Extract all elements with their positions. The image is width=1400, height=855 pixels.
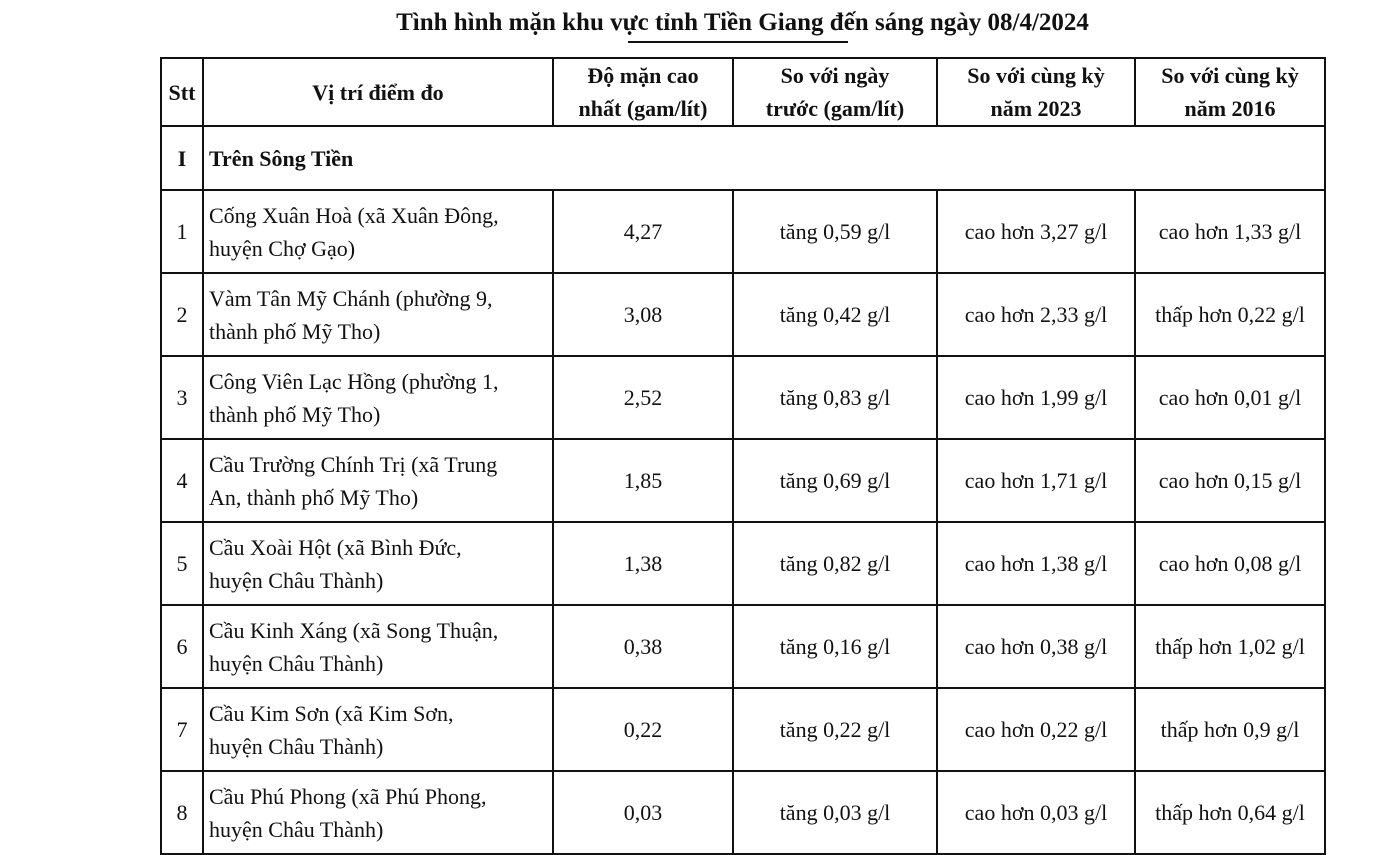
row-vs-prev-day: tăng 0,22 g/l xyxy=(733,688,937,771)
table-row xyxy=(161,439,1325,522)
header-vs-2016 xyxy=(1135,58,1325,126)
row-vs-2016: cao hơn 1,33 g/l xyxy=(1135,190,1325,273)
header-max-salinity-line-2: nhất (gam/lít) xyxy=(578,96,708,121)
row-stt: 4 xyxy=(161,439,203,522)
row-stt: 6 xyxy=(161,605,203,688)
row-location-line: thành phố Mỹ Tho) xyxy=(209,401,381,427)
header-vs-2023-line-2: năm 2023 xyxy=(990,96,1082,121)
table-row xyxy=(161,688,1325,771)
table-row xyxy=(161,190,1325,273)
row-location xyxy=(203,190,553,273)
row-location-line: Cống Xuân Hoà (xã Xuân Đông, xyxy=(209,202,499,228)
row-location-line: huyện Châu Thành) xyxy=(209,650,384,676)
row-vs-2023: cao hơn 0,03 g/l xyxy=(937,771,1135,854)
header-vs-2023 xyxy=(937,58,1135,126)
row-location-line: Cầu Xoài Hột (xã Bình Đức, xyxy=(209,534,462,560)
row-location xyxy=(203,605,553,688)
table-row xyxy=(161,605,1325,688)
row-vs-2023: cao hơn 3,27 g/l xyxy=(937,190,1135,273)
header-vs-2023-line-1: So với cùng kỳ xyxy=(967,63,1105,88)
row-vs-2023: cao hơn 1,38 g/l xyxy=(937,522,1135,605)
row-vs-2016: cao hơn 0,15 g/l xyxy=(1135,439,1325,522)
row-vs-2016: cao hơn 0,08 g/l xyxy=(1135,522,1325,605)
row-vs-2016: thấp hơn 1,02 g/l xyxy=(1135,605,1325,688)
header-location: Vị trí điểm đo xyxy=(203,58,553,126)
row-vs-2016: cao hơn 0,01 g/l xyxy=(1135,356,1325,439)
row-vs-2023: cao hơn 2,33 g/l xyxy=(937,273,1135,356)
row-vs-prev-day: tăng 0,42 g/l xyxy=(733,273,937,356)
title-underline xyxy=(628,41,848,43)
row-location-line: huyện Châu Thành) xyxy=(209,567,384,593)
row-location xyxy=(203,439,553,522)
salinity-table xyxy=(160,57,1326,855)
table-title: Tình hình mặn khu vực tỉnh Tiền Giang đến sáng ngày 08/4/2024 xyxy=(396,9,1089,36)
row-location-line: Vàm Tân Mỹ Chánh (phường 9, xyxy=(209,285,493,311)
row-location xyxy=(203,771,553,854)
row-vs-2016: thấp hơn 0,9 g/l xyxy=(1135,688,1325,771)
row-stt: 5 xyxy=(161,522,203,605)
row-stt: 8 xyxy=(161,771,203,854)
row-stt: 2 xyxy=(161,273,203,356)
row-location xyxy=(203,273,553,356)
row-location-line: Cầu Phú Phong (xã Phú Phong, xyxy=(209,783,487,809)
row-location-line: An, thành phố Mỹ Tho) xyxy=(209,484,419,510)
row-max-salinity: 0,22 xyxy=(553,688,733,771)
row-max-salinity: 4,27 xyxy=(553,190,733,273)
row-vs-prev-day: tăng 0,16 g/l xyxy=(733,605,937,688)
row-location xyxy=(203,688,553,771)
row-location-line: Cầu Trường Chính Trị (xã Trung xyxy=(209,451,498,477)
row-stt: 7 xyxy=(161,688,203,771)
table-row xyxy=(161,273,1325,356)
header-stt: Stt xyxy=(161,58,203,126)
header-vs-prev-day-line-1: So với ngày xyxy=(780,63,890,88)
row-vs-2023: cao hơn 1,99 g/l xyxy=(937,356,1135,439)
row-stt: 1 xyxy=(161,190,203,273)
section-numeral: I xyxy=(161,126,203,190)
header-row xyxy=(161,58,1325,126)
header-vs-prev-day-line-2: trước (gam/lít) xyxy=(765,96,905,121)
row-vs-2016: thấp hơn 0,22 g/l xyxy=(1135,273,1325,356)
row-max-salinity: 1,85 xyxy=(553,439,733,522)
row-location-line: Cầu Kim Sơn (xã Kim Sơn, xyxy=(209,700,454,726)
header-vs-2016-line-1: So với cùng kỳ xyxy=(1161,63,1299,88)
row-location-line: huyện Châu Thành) xyxy=(209,816,384,842)
row-vs-prev-day: tăng 0,69 g/l xyxy=(733,439,937,522)
table-row xyxy=(161,522,1325,605)
row-vs-prev-day: tăng 0,59 g/l xyxy=(733,190,937,273)
row-location-line: thành phố Mỹ Tho) xyxy=(209,318,381,344)
section-name: Trên Sông Tiền xyxy=(203,126,1325,190)
row-max-salinity: 2,52 xyxy=(553,356,733,439)
row-location-line: Cầu Kinh Xáng (xã Song Thuận, xyxy=(209,617,499,643)
row-stt: 3 xyxy=(161,356,203,439)
header-vs-prev-day xyxy=(733,58,937,126)
row-vs-2023: cao hơn 1,71 g/l xyxy=(937,439,1135,522)
row-vs-2023: cao hơn 0,22 g/l xyxy=(937,688,1135,771)
table-row xyxy=(161,771,1325,854)
row-location-line: huyện Châu Thành) xyxy=(209,733,384,759)
row-vs-2016: thấp hơn 0,64 g/l xyxy=(1135,771,1325,854)
row-max-salinity: 1,38 xyxy=(553,522,733,605)
row-location xyxy=(203,356,553,439)
header-max-salinity xyxy=(553,58,733,126)
header-vs-2016-line-2: năm 2016 xyxy=(1184,96,1276,121)
row-location xyxy=(203,522,553,605)
row-location-line: huyện Chợ Gạo) xyxy=(209,235,356,261)
row-location-line: Công Viên Lạc Hồng (phường 1, xyxy=(209,368,499,394)
row-vs-2023: cao hơn 0,38 g/l xyxy=(937,605,1135,688)
row-vs-prev-day: tăng 0,03 g/l xyxy=(733,771,937,854)
header-max-salinity-line-1: Độ mặn cao xyxy=(587,63,699,88)
row-vs-prev-day: tăng 0,82 g/l xyxy=(733,522,937,605)
section-row xyxy=(161,126,1325,190)
row-vs-prev-day: tăng 0,83 g/l xyxy=(733,356,937,439)
row-max-salinity: 0,03 xyxy=(553,771,733,854)
table-row xyxy=(161,356,1325,439)
row-max-salinity: 0,38 xyxy=(553,605,733,688)
row-max-salinity: 3,08 xyxy=(553,273,733,356)
